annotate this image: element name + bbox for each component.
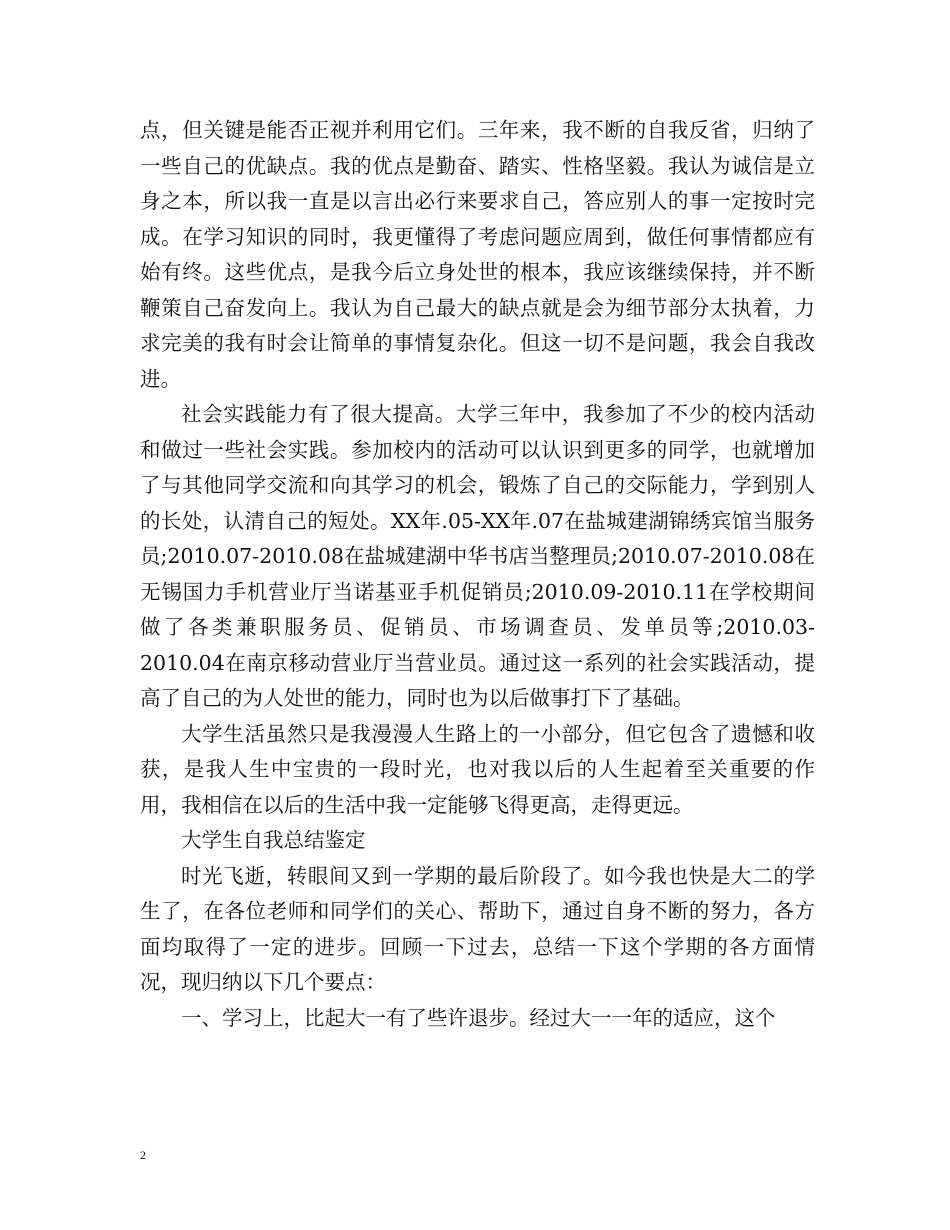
document-body [140,113,815,1036]
paragraph-strengths-weaknesses: 点，但关键是能否正视并利用它们。三年来，我不断的自我反省，归纳了一些自己的优缺点。我的优点是勤奋、踏实、性格坚毅。我认为诚信是立身之本，所以我一直是以言出必行来要求自己，答应别人的事一定按时完成。在学习知识的同时，我更懂得了考虑问题应周到，做任何事情都应有始有终。这些优点，是我今后立身处世的根本，我应该继续保持，并不断鞭策自己奋发向上。我认为自己最大的缺点就是会为细节部分太执着，力求完美的我有时会让简单的事情复杂化。但这一切不是问题，我会自我改进。 [140,118,815,391]
section-heading: 大学生自我总结鉴定 [181,828,366,852]
paragraph-study-point: 一、学习上，比起大一有了些许退步。经过大一一年的适应，这个 [181,1005,776,1030]
paragraph-college-life: 大学生活虽然只是我漫漫人生路上的一小部分，但它包含了遗憾和收获，是我人生中宝贵的一段时光，也对我以后的人生起着至关重要的作用，我相信在以后的生活中我一定能够飞得更高，走得更远。 [140,721,815,817]
paragraph-social-practice: 社会实践能力有了很大提高。大学三年中，我参加了不少的校内活动和做过一些社会实践。参加校内的活动可以认识到更多的同学，也就增加了与其他同学交流和向其学习的机会，锻炼了自己的交际能力，学到别人的长处，认清自己的短处。XX年.05-XX年.07在盐城建湖锦绣宾馆当服务员;2010.07-2010.08在盐城建湖中华书店当整理员;2010.07-2010.08在无锡国力手机营业厅当诺基亚手机促销员;2010.09-2010.11在学校期间做了各类兼职服务员、促销员、市场调查员、发单员等;2010.03-2010.04在南京移动营业厅当营业员。通过这一系列的社会实践活动，提高了自己的为人处世的能力，同时也为以后做事打下了基础。 [140,402,815,710]
paragraph-semester-review: 时光飞逝，转眼间又到一学期的最后阶段了。如今我也快是大二的学生了，在各位老师和同学们的关心、帮助下，通过自身不断的努力，各方面均取得了一定的进步。回顾一下过去，总结一下这个学期的各方面情况，现归纳以下几个要点： [140,863,815,994]
page-number: 2 [140,1148,146,1162]
